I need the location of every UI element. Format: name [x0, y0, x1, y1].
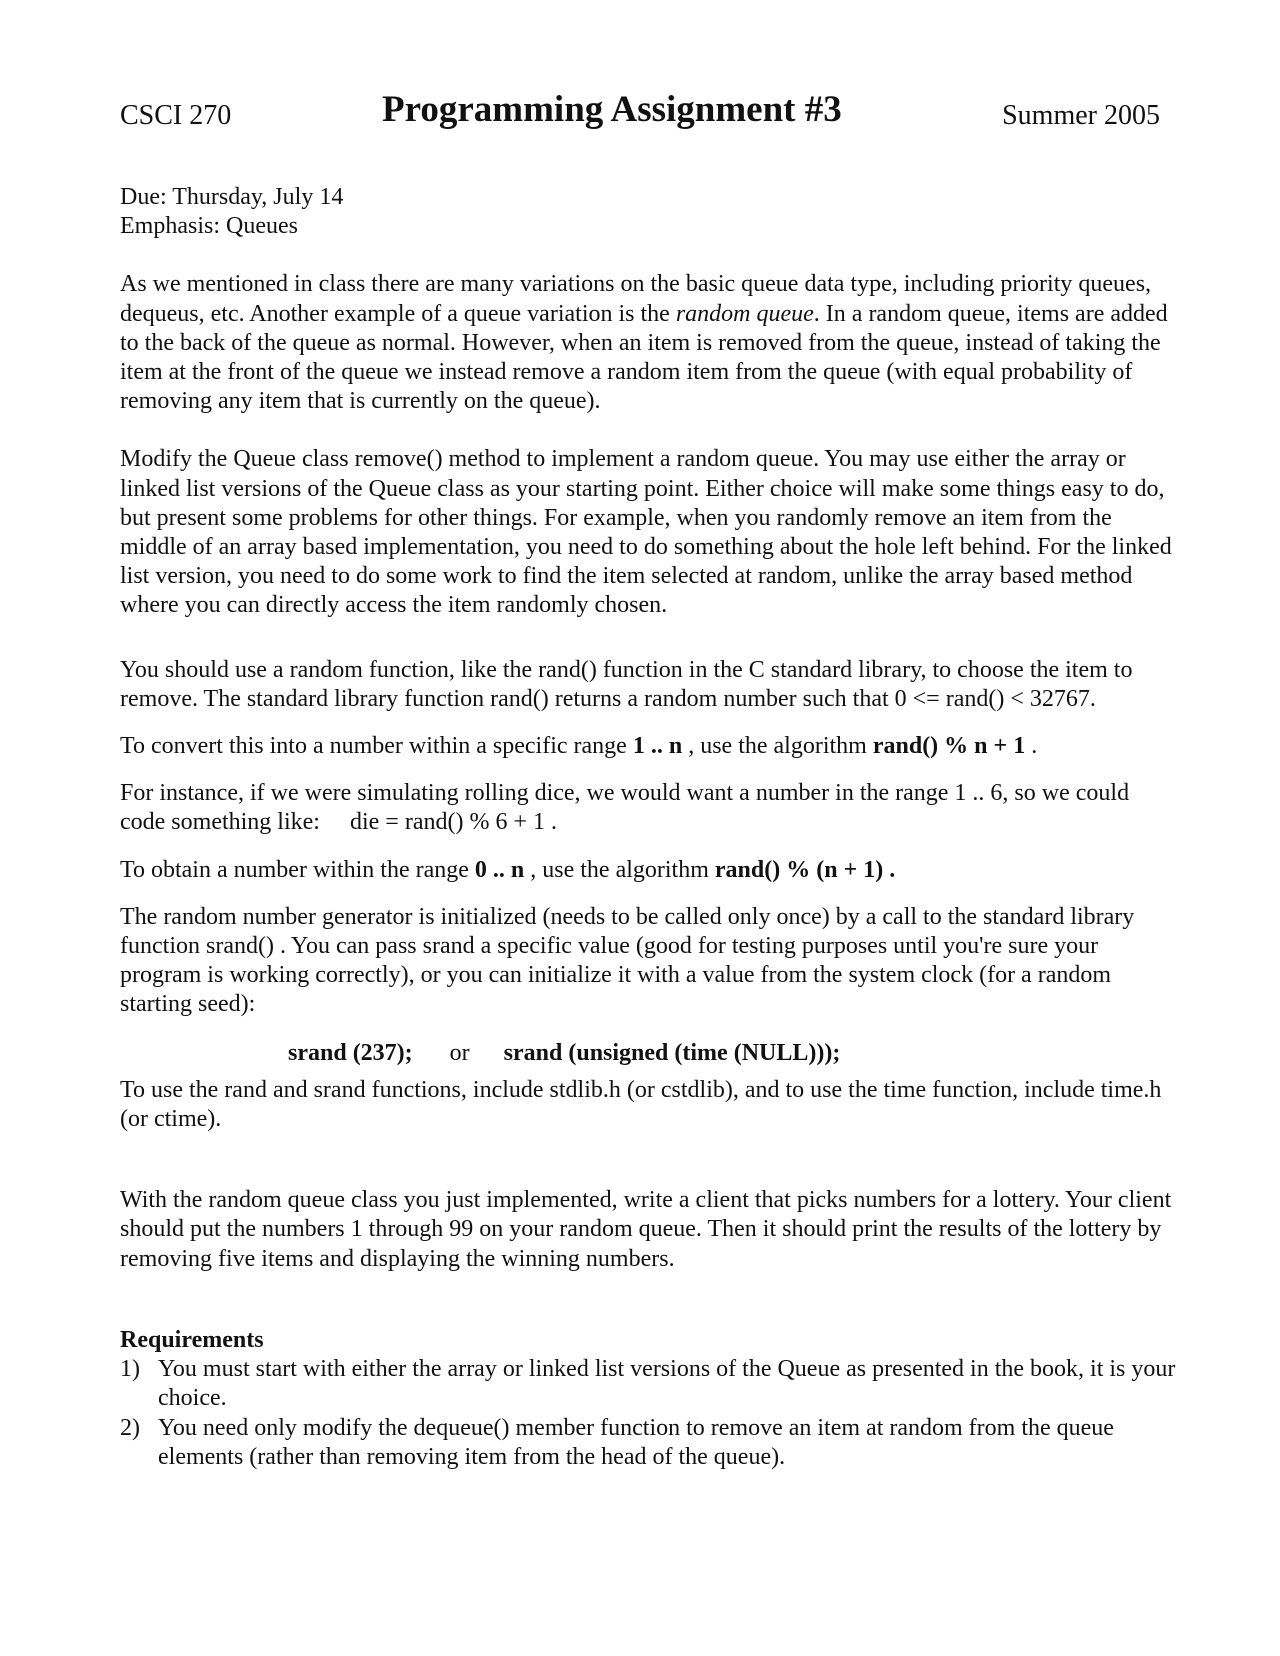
- list-item-text: You must start with either the array or linked list versions of the Queue as presented in the book, it is your choice.: [158, 1356, 1176, 1412]
- list-item-number: 1): [120, 1356, 140, 1383]
- requirements-heading: Requirements: [120, 1326, 264, 1353]
- instance-paragraph: For instance, if we were simulating rolling dice, we would want a number in the range 1 .. 6, so we could code something like: die = rand() % 6 + 1 .: [120, 780, 1130, 836]
- srand-fixed-seed: srand (237);: [288, 1039, 413, 1066]
- document-body: [120, 183, 1180, 1472]
- random-queue-term: random queue: [675, 300, 814, 327]
- due-date: Due: Thursday, July 14: [120, 184, 344, 210]
- algorithm-rand-mod-n-plus-1: rand() % n + 1: [872, 733, 1026, 760]
- random-function-paragraph: You should use a random function, like the rand() function in the C standard library, to choose the item to remove. The standard library function rand() returns a random number such that 0 <= rand() < 32767.: [120, 656, 1133, 712]
- list-item: [120, 1414, 1180, 1472]
- requirements-list: [120, 1355, 1180, 1472]
- term-label: Summer 2005: [1002, 100, 1160, 131]
- srand-code-line: [120, 1039, 1180, 1068]
- emphasis: Emphasis: Queues: [120, 213, 298, 240]
- srand-time-seed: srand (unsigned (time (NULL)));: [503, 1039, 841, 1066]
- list-item: [120, 1355, 1180, 1413]
- page-title: Programming Assignment #3: [382, 89, 842, 130]
- algorithm-rand-mod-n-plus-1-paren: rand() % (n + 1) .: [714, 856, 896, 883]
- intro-paragraph: As we mentioned in class there are many variations on the basic queue data type, including priority queues, dequeus, etc. Another example of a queue variation is the random queue. In a random queue, items are added to the back of the queue as normal. However, when an item is removed from the queue, instead of taking the item at the front of the queue we instead remove a random item from the queue (with equal probability of removing any item that is currently on the queue).: [120, 271, 1168, 415]
- course-code: CSCI 270: [120, 100, 232, 131]
- or-label: or: [449, 1039, 470, 1066]
- include-paragraph: To use the rand and srand functions, include stdlib.h (or cstdlib), and to use the time function, include time.h (or ctime).: [120, 1076, 1162, 1133]
- lottery-paragraph: With the random queue class you just implemented, write a client that picks numbers for a lottery. Your client should put the numbers 1 through 99 on your random queue. Then it should print the results of the lottery by removing five items and displaying the winning numbers.: [120, 1187, 1172, 1272]
- obtain-paragraph: To obtain a number within the range 0 .. n , use the algorithm rand() % (n + 1) .: [120, 856, 896, 883]
- modify-paragraph: Modify the Queue class remove() method to implement a random queue. You may use either the array or linked list versions of the Queue class as your starting point. Either choice will make some things easy to do, but present some problems for other things. For example, when you randomly remove an item from the middle of an array based implementation, you need to do something about the hole left behind. For the linked list version, you need to do some work to find the item selected at random, unlike the array based method where you can directly access the item randomly chosen.: [120, 446, 1172, 619]
- convert-paragraph: To convert this into a number within a specific range 1 .. n , use the algorithm rand() % n + 1 .: [120, 733, 1038, 760]
- list-item-number: 2): [120, 1414, 140, 1441]
- document-header: [120, 88, 1160, 138]
- range-0-n: 0 .. n: [474, 856, 525, 883]
- range-1-n: 1 .. n: [632, 733, 683, 760]
- dice-code: die = rand() % 6 + 1 .: [349, 809, 557, 836]
- list-item-text: You need only modify the dequeue() member function to remove an item at random from the queue elements (rather than removing item from the head of the queue).: [158, 1414, 1114, 1470]
- srand-paragraph: The random number generator is initialized (needs to be called only once) by a call to the standard library function srand() . You can pass srand a specific value (good for testing purposes until you're sure your program is working correctly), or you can initialize it with a value from the system clock (for a random starting seed):: [120, 903, 1135, 1018]
